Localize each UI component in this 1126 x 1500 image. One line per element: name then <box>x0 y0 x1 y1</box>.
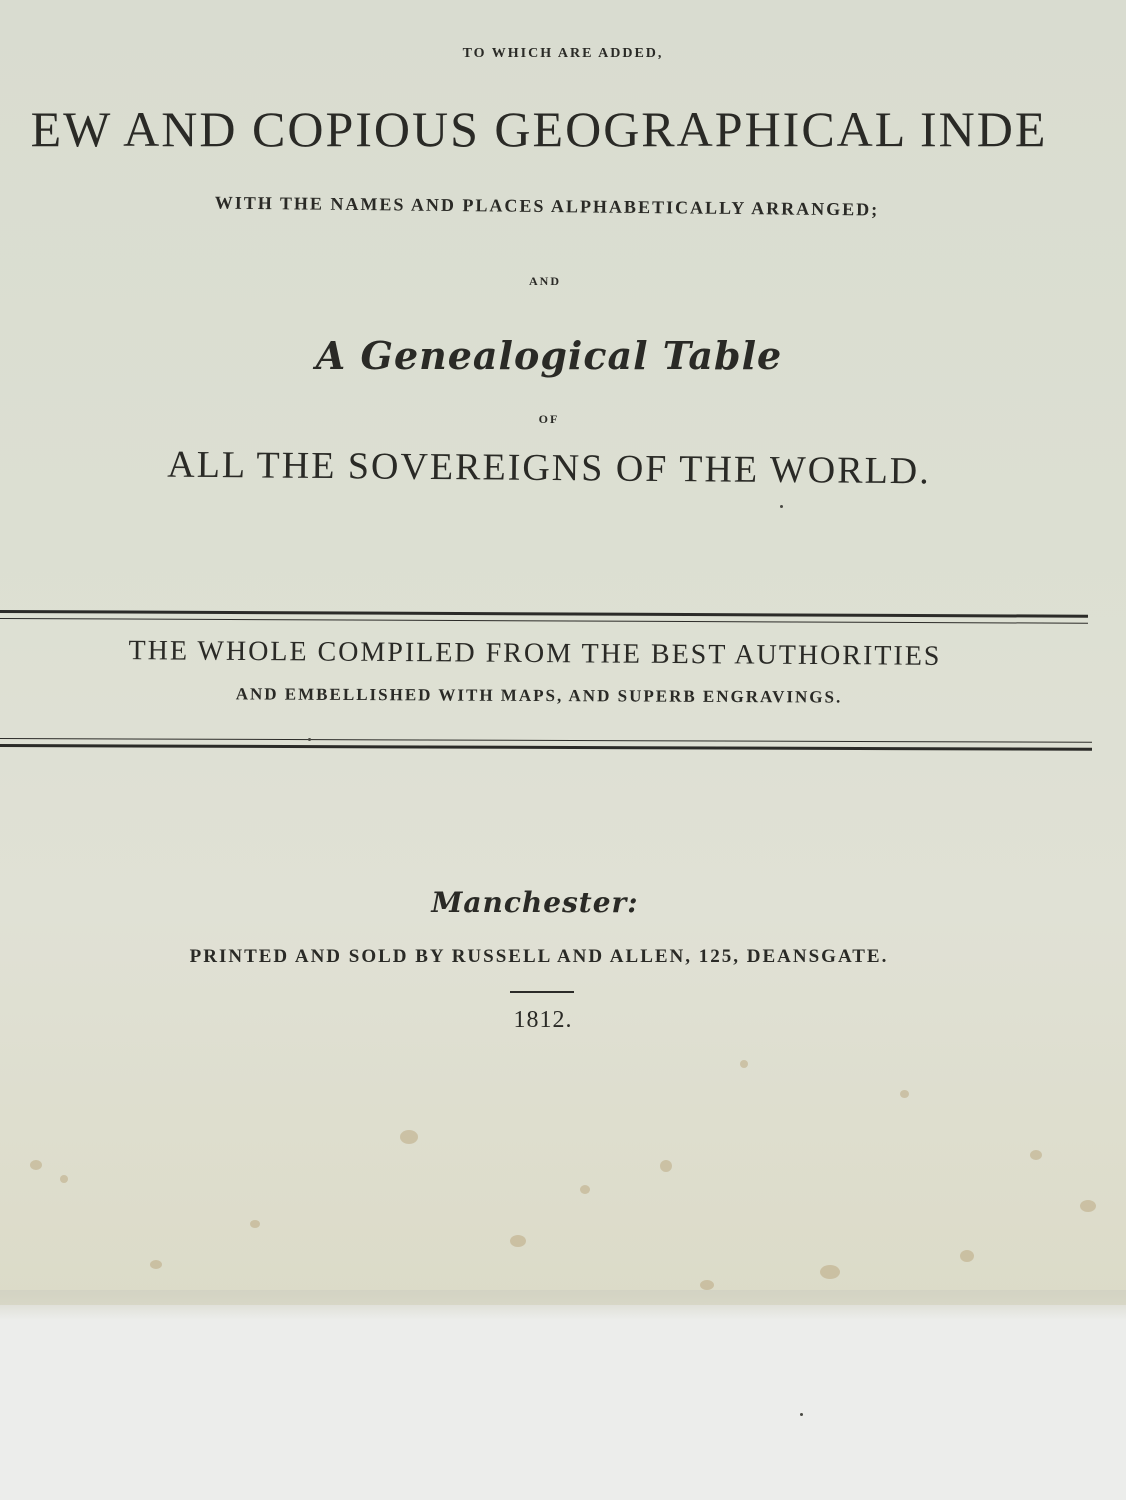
foxing-spot <box>150 1260 162 1269</box>
foxing-spot <box>30 1160 42 1170</box>
foxing-spot <box>510 1235 526 1247</box>
sovereigns-line: ALL THE SOVEREIGNS OF THE WORLD. <box>167 443 931 493</box>
top-rule-thick <box>0 610 1088 618</box>
added-line: TO WHICH ARE ADDED, <box>462 46 664 61</box>
foxing-spot <box>900 1090 909 1098</box>
foxing-spot <box>250 1220 260 1228</box>
top-rule-thin <box>0 618 1088 624</box>
foxing-spot <box>660 1160 672 1172</box>
printer-line: PRINTED AND SOLD BY RUSSELL AND ALLEN, 125, DEANSGATE. <box>189 946 889 967</box>
background-speck <box>800 1413 803 1416</box>
bottom-rule-thin <box>0 738 1092 743</box>
foxing-spot <box>740 1060 748 1068</box>
publication-year: 1812. <box>513 1007 573 1033</box>
table-title: A Genealogical Table <box>315 333 783 378</box>
place-name: Manchester: <box>431 886 639 919</box>
preposition: OF <box>538 412 560 426</box>
compiled-line: THE WHOLE COMPILED FROM THE BEST AUTHORITIES <box>128 635 942 672</box>
foxing-spot <box>400 1130 418 1144</box>
embellished-line: AND EMBELLISHED WITH MAPS, AND SUPERB ENGRAVINGS. <box>235 684 843 707</box>
ink-speck <box>308 738 311 741</box>
main-title: EW AND COPIOUS GEOGRAPHICAL INDE <box>30 101 1048 157</box>
foxing-spot <box>820 1265 840 1279</box>
bottom-rule-thick <box>0 744 1092 751</box>
foxing-spot <box>1080 1200 1096 1212</box>
foxing-spot <box>700 1280 714 1290</box>
page-edge-shadow <box>0 1290 1126 1320</box>
foxing-spot <box>1030 1150 1042 1160</box>
ink-speck <box>780 505 783 508</box>
foxing-spot <box>60 1175 68 1183</box>
foxing-spot <box>580 1185 590 1194</box>
year-rule <box>510 991 574 993</box>
foxing-spot <box>960 1250 974 1262</box>
conjunction: AND <box>529 274 561 288</box>
subtitle: WITH THE NAMES AND PLACES ALPHABETICALLY ARRANGED; <box>214 192 880 220</box>
